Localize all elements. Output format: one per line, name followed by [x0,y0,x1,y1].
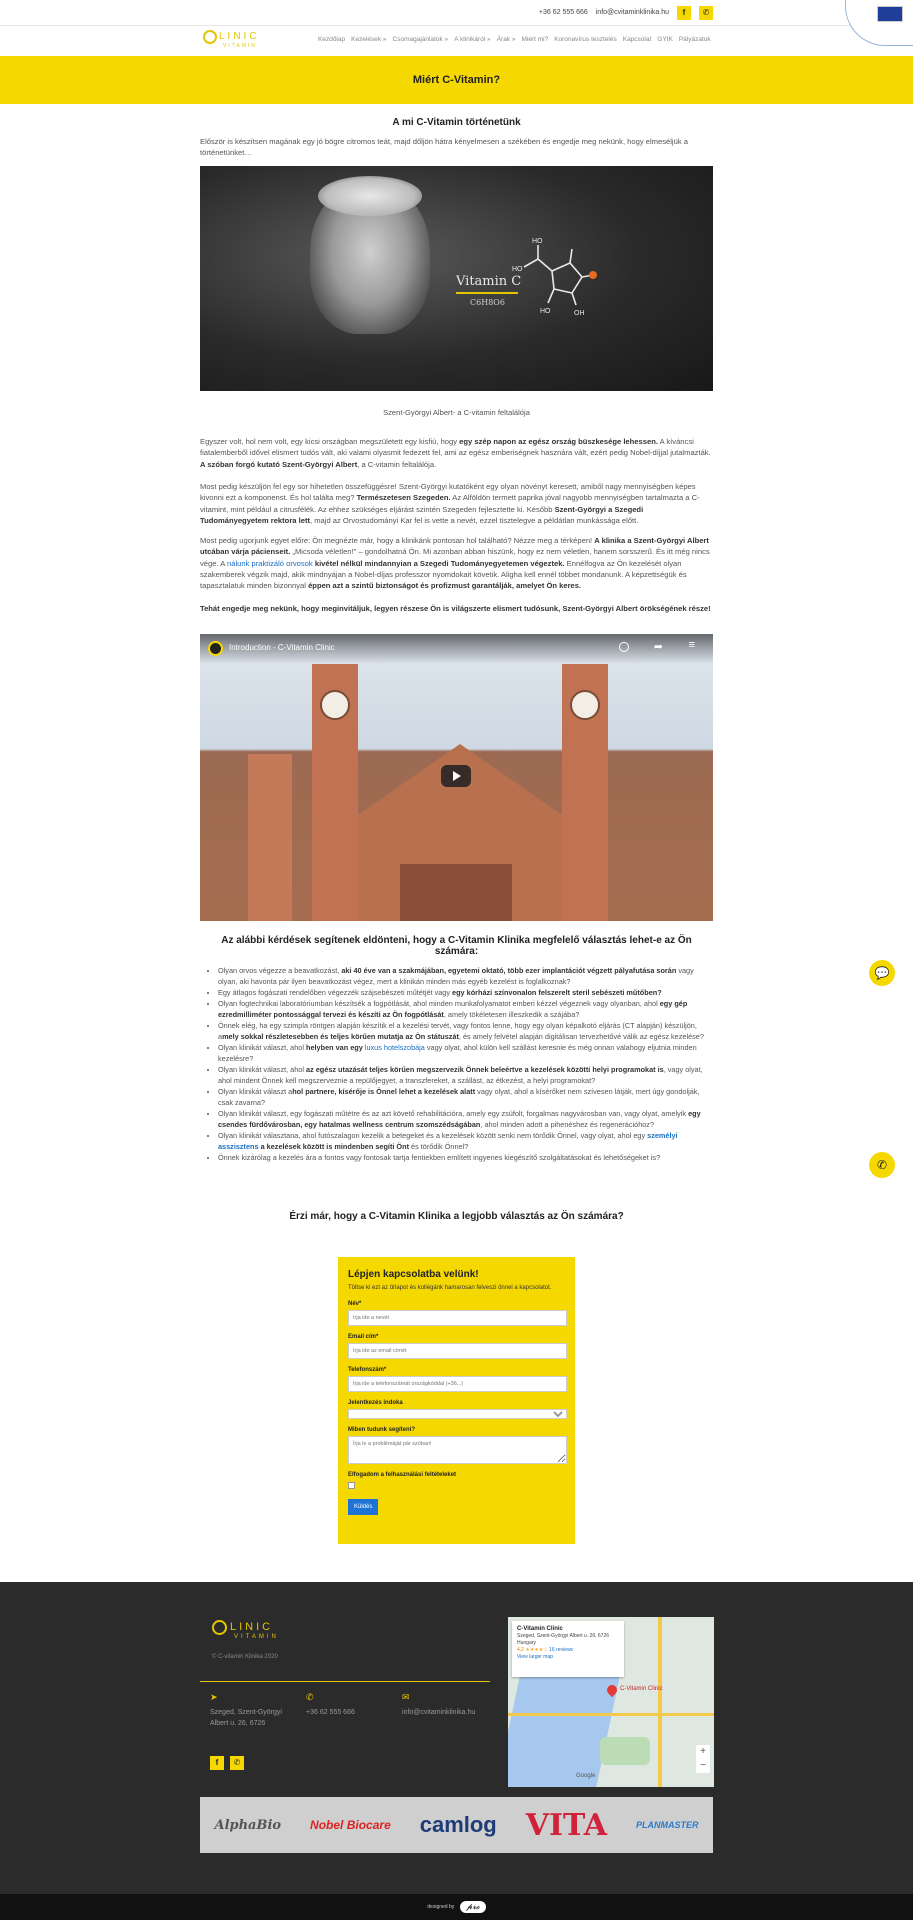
partner-alphabio[interactable]: AlphaBio [214,1817,282,1833]
designer-logo[interactable]: 𝓹𝓻𝓸 [460,1901,485,1913]
clock-right-icon [570,690,600,720]
nav-item-contact[interactable]: Kapcsolat [622,36,652,43]
video-church-doors [400,864,512,921]
email-label: Email cím* [348,1334,379,1340]
phone-input[interactable] [348,1376,567,1392]
chat-icon: 💬 [874,966,890,980]
google-map[interactable] [508,1617,714,1787]
footer-logo-text: LINIC [230,1621,274,1633]
video-church-tower-left-small [248,754,292,921]
name-label: Név* [348,1301,362,1307]
map-pin-label: C-Vitamin Clinic [620,1686,663,1692]
intro-video[interactable] [200,634,713,921]
vitamin-c-label: Vitamin C [456,274,522,289]
help-label: Miben tudunk segíteni? [348,1427,415,1433]
nav-item-treatments[interactable]: Kezelések » [351,36,387,43]
playlist-icon[interactable]: ≡ [688,639,695,651]
vitamin-c-formula: C6H8O6 [470,298,505,307]
photo-caption: Szent-Györgyi Albert- a C-vitamin feltalálója [383,408,530,417]
location-arrow-icon: ➤ [210,1692,218,1702]
channel-avatar[interactable] [208,641,223,656]
nav-item-why-us[interactable]: Miért mi? [521,36,549,43]
email-input[interactable] [348,1343,567,1359]
footer-address: ➤ Szeged, Szent-Györgyi Albert u. 26, 6726 [210,1692,285,1729]
call-float-button[interactable] [869,1152,895,1178]
submit-button[interactable]: Küldés [348,1499,378,1515]
form-title: Lépjen kapcsolatba velünk! [348,1269,479,1280]
top-phone[interactable]: +36 62 555 666 [538,9,588,16]
main-nav [0,26,913,56]
question-item: • Olyan klinikát választ, ahol helyben van egy luxus hotelszobája vagy olyat, ahol külön kell szállást keresnie és még onnan valahogy eljutnia minden kezelésre? [218,1042,713,1064]
map-road [508,1713,714,1716]
phone-label: Telefonszám* [348,1367,387,1373]
questions-closing: Érzi már, hogy a C-Vitamin Klinika a legjobb választás az Ön számára? [289,1211,624,1222]
question-item: • Egy átlagos fogászati rendelőben végezzék szájsebészeti műtétjét vagy egy kórházi színvonalon felszerelt steril sebészeti műtőben? [218,987,713,998]
name-input[interactable] [348,1310,567,1326]
partner-logos [200,1797,713,1853]
question-item: • Olyan klinikát választ, egy fogászati műtétre és az azt követő rehabilitációra, amely egy zsúfolt, forgalmas nagyvárosban van, vagy olyat, amelyik egy csendes fürdővárosban, egy hatalmas wellness centrum szomszédságában, ahol minden adott a pihenéshez és regenerációhoz? [218,1108,713,1130]
logo-c-icon [203,30,217,44]
map-river [508,1677,620,1787]
svg-text:HO: HO [540,308,551,315]
story-paragraph-1: Egyszer volt, hol nem volt, egy kicsi országban megszületett egy kisfiú, hogy egy szép napon az egész ország büszkesége lehessen. A kíváncsi fiatalemberből idővel elismert tudós vált, aki valami olyasmit fedezett fel, ami az egész emberiségnek hasznára vált, ezért pedig Nobel-díjjal jutalmazták. A szóban forgó kutató Szent-Györgyi Albert, a C-vitamin feltalálója. [200,437,711,469]
portrait-hair [318,176,422,216]
google-logo: Google [576,1773,596,1779]
question-item: • Önnek kizárólag a kezelés ára a fontos vagy fontosak tartja fentiekben említett ingyenes kiegészítő szolgáltatásokat és lehetőségeket is? [218,1152,713,1163]
footer-logo-c-icon [212,1620,227,1635]
eu-flag-icon [877,6,903,22]
nav-item-faq[interactable]: GYIK [657,36,673,43]
footer-copyright: © C-vitamin Klinika 2020 [212,1654,278,1660]
reason-label: Jelentkezés indoka [348,1400,403,1406]
partner-vita[interactable]: VITA [525,1807,607,1843]
logo[interactable] [203,30,265,52]
footer-divider [200,1681,490,1682]
contact-form [338,1257,575,1544]
szent-gyorgyi-photo [200,166,713,391]
video-title[interactable]: Introduction - C-Vitamin Clinic [229,643,335,652]
partner-camlog[interactable]: camlog [419,1812,497,1837]
svg-text:HO: HO [512,266,523,273]
inline-link[interactable]: személyi asszisztens [218,1131,678,1151]
vitamin-c-underline [456,292,518,294]
clock-left-icon [320,690,350,720]
play-button[interactable] [441,765,471,787]
phone-float-icon: ✆ [876,1158,888,1172]
page-title: Miért C-Vitamin? [412,74,501,86]
footer-phone[interactable]: ✆ +36 62 555 666 [306,1692,355,1716]
footer-email[interactable]: ✉ info@cvitaminklinika.hu [402,1692,476,1716]
nav-item-covid-test[interactable]: Koronavírus tesztelés [554,36,617,43]
nav-item-home[interactable]: Kezdőlap [318,36,346,43]
help-textarea[interactable] [348,1436,567,1464]
footer-phone-icon: ✆ [306,1692,314,1702]
question-item: • Önnek elég, ha egy szimpla röntgen alapján készítik el a kezelési tervét, vagy fontos lenne, hogy egy olyan képalkotó eljárás (CT alapján) készüljön, amely sokkal részletesebben és teljes körűen mutatja az Ön státuszát, és amely felvétel alapján digitálisan tervezhetővé válik az egész kezelése? [218,1020,713,1042]
share-icon[interactable]: ➦ [653,641,663,653]
svg-text:OH: OH [574,310,585,317]
page-title-band [0,56,913,104]
footer [0,1582,913,1894]
question-item: • Olyan klinikát választana, ahol futószalagon kezelik a betegeket és a kezelések között senki nem törődik Önnel, vagy olyat, ahol egy személyi asszisztens a kezelések között is mindenben segíti Önt és törődik Önnel? [218,1130,713,1152]
story-heading: A mi C-Vitamin történetünk [392,117,521,128]
nav-menu [318,36,711,43]
footer-logo[interactable] [212,1620,292,1646]
view-larger-map-link[interactable]: View larger map [517,1654,554,1660]
questions-list [218,965,713,1163]
story-paragraph-2: Most pedig készüljön fel egy sor hihetetlen összefüggésre! Szent-Györgyi kutatóként egy olyan növényt keresett, amiből nagy mennyiségben képes kivonni ezt a komponenst. És hol találta meg? Természetesen Szegeden. Az Alföldön termett paprika jóval nagyobb mennyiségben tartalmazta a C-vitamint, mint például a citrusfélék. Az ehhez szükséges eljárást szintén Szegeden fejlesztette ki. Később Szent-Györgyi a Szegedi Tudományegyetem rektora lett, majd az Orvostudományi Kar fel is vette a nevét, ezzel tisztelegve a példátlan munkássága előtt. [200,482,700,525]
envelope-icon: ✉ [402,1692,410,1702]
question-item: • Olyan klinikát választ, ahol az egész utazását teljes körűen megszervezik Önnek beleértve a kezelések közötti helyi programokat is, vagy olyat, ahol mindent Önnek kell megszerveznie a repülőjegyet, a transzfereket, a szállást, az étkezést, a helyi programokat? [218,1064,713,1086]
terms-label: Elfogadom a felhasználási feltételeket [348,1472,457,1478]
nav-item-prices[interactable]: Árak » [496,36,516,43]
doctors-link[interactable]: nálunk praktizáló orvosok [227,558,313,568]
nav-item-tenders[interactable]: Pályázatok [678,36,711,43]
top-email[interactable]: info@cvitaminklinika.hu [595,9,669,16]
story-intro: Először is készítsen magának egy jó bögre citromos teát, majd dőljön hátra kényelmesen a székében és engedje meg nekünk, hogy elmeséljük a történetünket… [200,137,688,158]
nav-item-packages[interactable]: Csomagajánlatok » [392,36,449,43]
questions-heading: Az alábbi kérdések segítenek eldönteni, hogy a C-Vitamin Klinika megfelelő választás lehet-e az Ön számára: [221,935,692,957]
chat-float-button[interactable] [869,960,895,986]
credit-label: designed by [427,1904,455,1910]
map-zoom-control[interactable]: + − [696,1745,710,1773]
map-road [658,1617,662,1787]
watch-later-icon[interactable] [619,642,629,652]
designer-credit [0,1894,913,1920]
footer-logo-subtext: VITAMIN [234,1634,279,1640]
terms-checkbox[interactable] [348,1482,355,1489]
footer-facebook-icon[interactable]: f [210,1756,224,1770]
svg-text:HO: HO [532,238,543,245]
question-item: • Olyan fogtechnikai laboratóriumban készítsék a fogpótlását, ahol minden munkafolyamatot emberi kézzel végeznek vagy olyanban, ahol egy gép ezredmilliméter pontossággal tervezi és készíti az Ön fogpótlását, amely tökéletesen illeszkedik a szájába? [218,998,713,1020]
facebook-icon[interactable]: f [677,6,691,20]
rating-stars-icon: ★★★★☆ [525,1647,548,1653]
question-item: • Olyan orvos végezze a beavatkozást, aki 40 éve van a szakmájában, egyetemi oktató, több ezer implantációt végzett pályafutása során vagy olyan, aki havonta pár ilyen beavatkozást végez, mert a klinikán minden más egyéb kezelést is foglalkoznak? [218,965,713,987]
video-title-bar [200,634,713,664]
story-paragraph-3: Most pedig ugorjunk egyet előre: Ön megnézte már, hogy a klinikánk pontosan hol található? Nézze meg a térképen! A klinika a Szent-Györgyi Albert utcában várja pácienseit. „Micsoda véletlen!" – gondolhatná Ön. Mi azonban abban hiszünk, hogy ez nem véletlen, hanem sorsszerű. És itt még nincs vége. A nálunk praktizáló orvosok kivétel nélkül mindannyian a Szegedi Tudományegyetemen végeztek. Ennélfogva az Ön kezelését olyan szakemberek végzik majd, akik mindnyájan a Nobel-díjas professzor nyomdokait követik. Aligha kell ennél többet mondanunk. A képzettségük és tapasztalatuk minden bizonnyal éppen azt a szintű biztonságot és profizmust garantálják, amelyet Ön keres. [200,536,710,591]
story-paragraph-4: Tehát engedje meg nekünk, hogy meginvitáljuk, legyen részese Ön is világszerte elismert tudósunk, Szent-Györgyi Albert örökségének része! [200,604,711,613]
logo-subtext: VITAMIN [223,43,257,49]
nav-item-about[interactable]: A klinikáról » [454,36,491,43]
partner-nobel-biocare[interactable]: Nobel Biocare [310,1818,391,1832]
logo-text: LINIC [219,31,260,42]
partner-planmaster[interactable]: PLANMASTER [635,1820,699,1830]
top-bar [0,0,913,26]
form-intro: Töltse ki ezt az űrlapot és kollégánk hamarosan felveszi önnel a kapcsolatot. [348,1285,552,1291]
inline-link[interactable]: luxus hotelszobája [364,1043,425,1052]
phone-icon[interactable]: ✆ [699,6,713,20]
question-item: • Olyan klinikát választ ahol partnere, kísérője is Önnel lehet a kezelések alatt vagy olyat, ahol a kísérőket nem szívesen látják, mert úgy gondolják, csak zavarna? [218,1086,713,1108]
footer-phone-square-icon[interactable]: ✆ [230,1756,244,1770]
map-place-card: C-Vitamin Clinic Szeged, Szent-Györgyi Albert u. 26, 6726 Hungary 4.2 ★★★★☆ 16 reviews View larger map [512,1621,624,1677]
reason-select[interactable] [348,1409,567,1419]
map-park [600,1737,650,1765]
